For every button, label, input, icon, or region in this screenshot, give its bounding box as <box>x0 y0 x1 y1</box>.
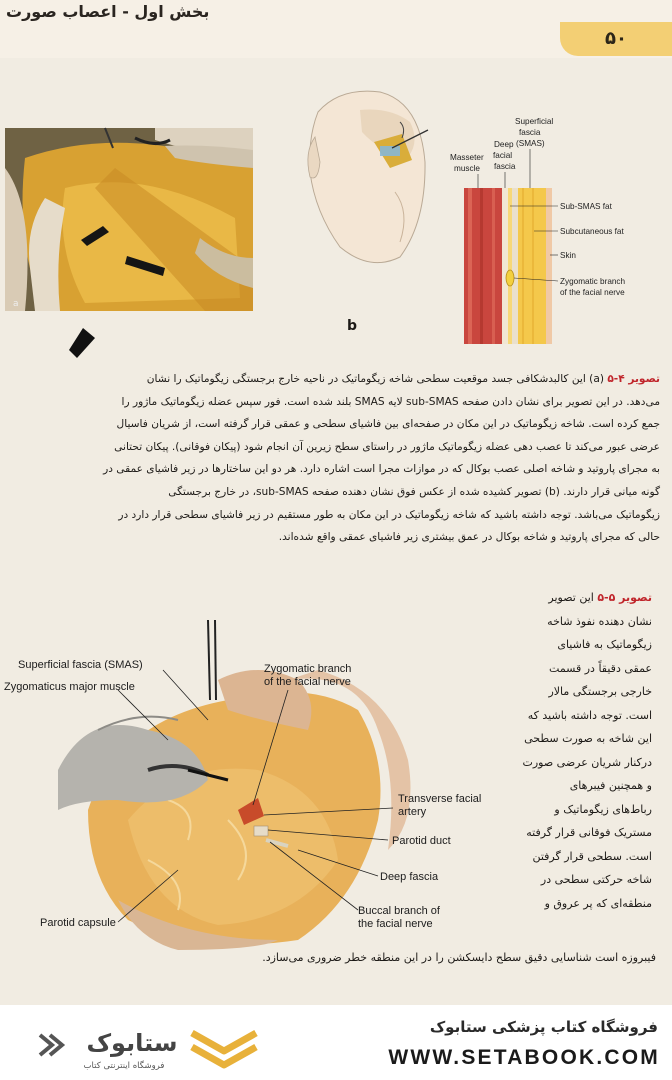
cadaver-dissection-photo <box>5 128 253 311</box>
dissection-illustration <box>5 128 253 311</box>
caption-line: حالی که مجرای پاروتید و شاخه بوکال در عمق بیشتری زیر فاشیای عمقی واقع شده‌اند. <box>278 531 660 544</box>
label-transverse-artery-1: Transverse facial <box>398 793 482 805</box>
label-zygomatic-branch-2: of the facial nerve <box>560 288 625 297</box>
caption-line: عرضی عبور می‌کند تا عصب دهی عضله زیگوماتیک ماژور در راستای سطح زیرین آن انجام شود (پیکان فوقانی). پیکان تحتانی <box>114 440 660 453</box>
caption-line: مستریک فوقانی قرار گرفته <box>526 826 652 839</box>
label-superficial-fascia-2: fascia <box>519 128 541 137</box>
label-buccal-branch-1: Buccal branch of <box>358 905 440 917</box>
book-chevron-icon <box>186 1021 262 1071</box>
caption-line: زیگوماتیک می‌باشد. توجه داشته باشید که شاخه زیگوماتیک در این مکان به طور مستقیم در زیر فاشیای سطحی قرار دارد در <box>118 508 660 521</box>
caption-line: می‌دهد. در این تصویر برای نشان دادن صفحه sub-SMAS لایه SMAS بلند شده است. فور سپس عضله زیگوماتیک ماژور را <box>121 395 660 408</box>
caption-line: زیگوماتیک به فاشیای <box>557 638 652 651</box>
caption-line: فیبروزه است شناسایی دقیق سطح دایسکشن را در این منطقه خطر ضروری می‌سازد. <box>262 951 656 964</box>
label-zygomatic-branch-1: Zygomatic branch <box>560 277 626 286</box>
caption-text: این تصویر <box>548 591 594 604</box>
caption-line: رباط‌های زیگوماتیک و <box>554 802 652 816</box>
label-zygomatic-branch-2: of the facial nerve <box>264 676 351 688</box>
figure-5-5-caption <box>476 586 652 915</box>
caption-line: جمع کرده است. شاخه زیگوماتیک در این مکان در صفحه‌ای بین فاشیای سطحی و عمقی قرار گرفته است، از شریان فاسیال <box>116 418 660 431</box>
panel-b-label: b <box>347 318 358 334</box>
caption-line: نشان دهنده نفوذ شاخه <box>547 614 652 628</box>
caption-line: این شاخه به صورت سطحی <box>524 732 652 745</box>
caption-text: (a) این کالبدشکافی جسد موقعیت سطحی شاخه زیگوماتیک در ناحیه خارج برجستگی زیگوماتیک را نشان <box>146 373 604 385</box>
shop-title: فروشگاه کتاب پزشکی ستابوک <box>429 1018 658 1036</box>
label-deep-fascia-1: Deep <box>494 140 514 149</box>
setabook-logo[interactable] <box>36 1017 176 1073</box>
panel-a-label: a <box>13 299 19 309</box>
logo-tagline: فروشگاه اینترنتی کتاب <box>83 1061 165 1071</box>
caption-line <box>6 368 660 391</box>
figure-4-5-caption <box>6 368 660 549</box>
label-parotid-duct: Parotid duct <box>392 835 451 847</box>
figure-ref: تصویر ۵-۵ <box>597 591 652 604</box>
page-header <box>0 0 672 58</box>
label-buccal-branch-2: the facial nerve <box>358 918 433 930</box>
label-superficial-fascia-1: Superficial <box>515 117 554 126</box>
caption-line <box>476 586 652 610</box>
surgical-illustration <box>4 620 498 960</box>
page-number: ۵۰ <box>560 22 672 56</box>
caption-line: و همچنین فیبرهای <box>569 779 652 792</box>
label-transverse-artery-2: artery <box>398 806 427 818</box>
figure-5-5-caption-tail <box>176 946 656 970</box>
shop-url-link[interactable]: WWW.SETABOOK.COM <box>388 1046 660 1069</box>
label-superficial-fascia-3: (SMAS) <box>516 139 545 148</box>
caption-line: است. توجه داشته باشید که <box>527 708 652 722</box>
fascia-cross-section-diagram <box>440 112 670 344</box>
label-parotid-capsule: Parotid capsule <box>40 917 116 929</box>
figure-ref: تصویر ۴-۵ <box>607 373 660 385</box>
label-smas: Superficial fascia (SMAS) <box>18 659 143 671</box>
store-footer <box>0 1005 672 1080</box>
label-sub-smas-fat: Sub-SMAS fat <box>560 202 612 211</box>
label-skin: Skin <box>560 251 576 260</box>
caption-line: گونه میانی قرار دارند. (b) تصویر کشیده شده از عکس فوق نشان دهنده صفحه sub-SMAS، در خارج برجستگی <box>168 485 660 498</box>
label-masseter-1: Masseter <box>450 153 484 162</box>
caption-line: است. سطحی قرار گرفتن <box>532 849 652 863</box>
caption-line: به مجرای پاروتید و شاخه اصلی عصب بوکال که در موازات مجرا است اشاره دارد. هر دو این ساختارها در زیر فاشیای عمقی در <box>103 463 660 476</box>
label-zygomaticus-major: Zygomaticus major muscle <box>4 681 135 693</box>
caption-line: شاخه حرکتی سطحی در <box>540 873 652 886</box>
label-zygomatic-branch-1: Zygomatic branch <box>264 663 352 675</box>
caption-line: عمقی دقیقاً در قسمت <box>549 661 652 675</box>
caption-line: درکنار شریان عرضی صورت <box>522 755 652 769</box>
caption-line: منطقه‌ای که پر عروق و <box>544 896 652 910</box>
label-subcutaneous-fat: Subcutaneous fat <box>560 227 624 236</box>
label-deep-fascia: Deep fascia <box>380 871 439 883</box>
label-deep-fascia-3: fascia <box>494 162 516 171</box>
label-masseter-2: muscle <box>454 164 480 173</box>
face-sketch-illustration <box>300 82 440 272</box>
label-deep-fascia-2: facial <box>493 151 513 160</box>
logo-word: ستابوک <box>86 1029 178 1057</box>
caption-line: خارجی برجستگی مالار <box>548 685 652 698</box>
chapter-title: بخش اول - اعصاب صورت <box>6 2 210 21</box>
